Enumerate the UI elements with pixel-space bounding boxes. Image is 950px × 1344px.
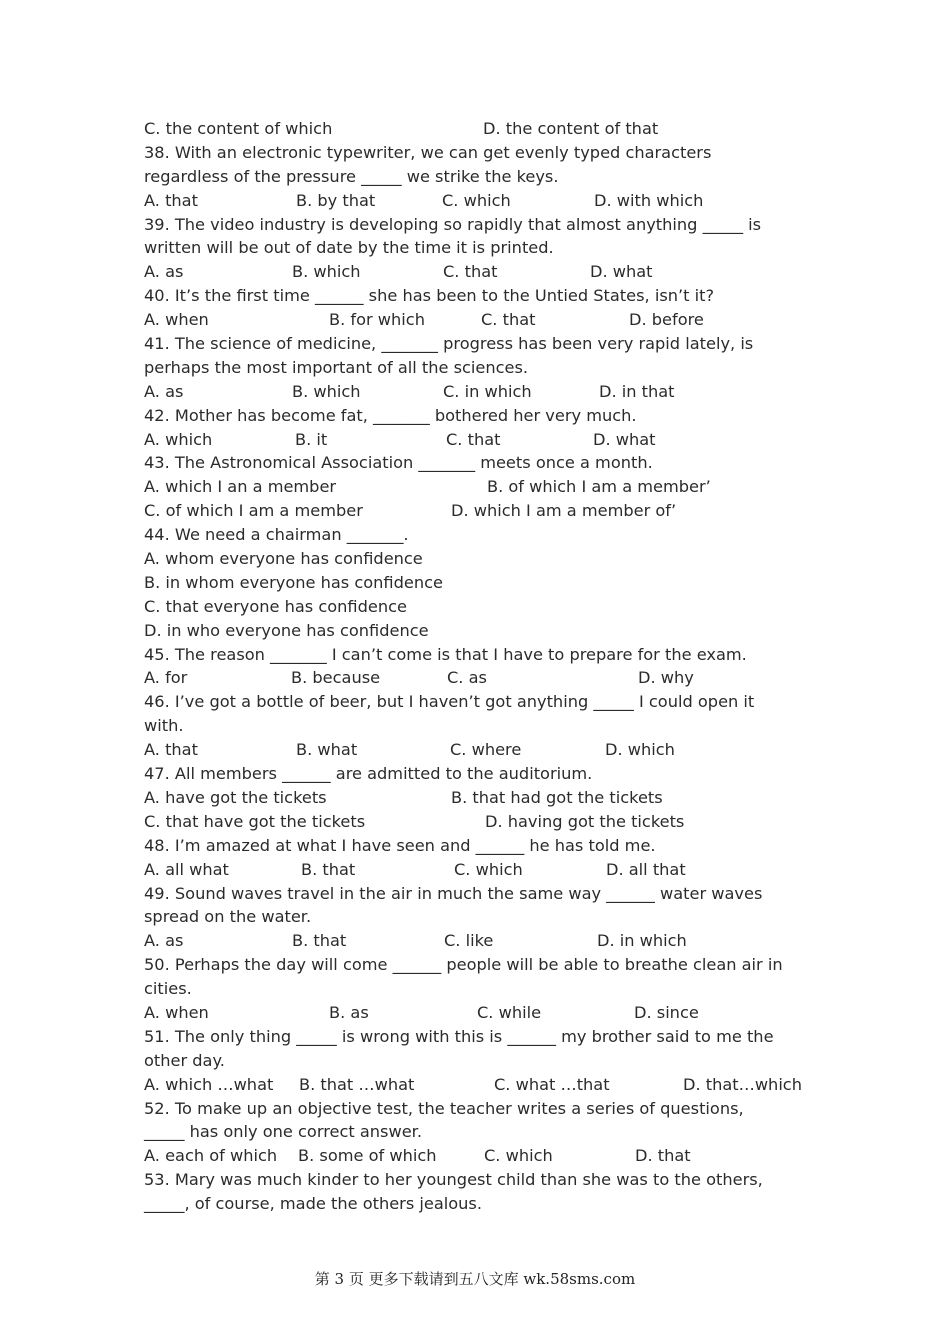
- answer-option: D. having got the tickets: [485, 811, 685, 831]
- text-line: [144, 547, 824, 571]
- line-text: 52. To make up an objective test, the teacher writes a series of questions,: [144, 1098, 744, 1118]
- answer-option: A. when: [144, 1002, 209, 1022]
- line-text: 45. The reason _______ I can’t come is that I have to prepare for the exam.: [144, 644, 747, 664]
- text-line: [144, 834, 824, 858]
- answer-option: A. as: [144, 262, 184, 282]
- answer-option: D. that…which: [683, 1074, 802, 1094]
- options-line: [144, 308, 824, 332]
- answer-option: B. by that: [296, 190, 376, 210]
- line-text: D. in who everyone has confidence: [144, 620, 429, 640]
- text-line: [144, 714, 824, 738]
- text-line: [144, 356, 824, 380]
- answer-option: C. that have got the tickets: [144, 811, 366, 831]
- text-line: [144, 1168, 824, 1192]
- options-line: [144, 260, 824, 284]
- answer-option: C. which: [454, 859, 523, 879]
- answer-option: A. that: [144, 740, 198, 760]
- answer-option: A. for: [144, 668, 188, 688]
- answer-option: C. that: [481, 310, 536, 330]
- line-text: 38. With an electronic typewriter, we can get evenly typed characters: [144, 142, 712, 162]
- text-line: [144, 332, 824, 356]
- text-line: [144, 690, 824, 714]
- answer-option: D. all that: [606, 859, 686, 879]
- text-line: [144, 404, 824, 428]
- page-footer: 第 3 页 更多下载请到五八文库 wk.58sms.com: [314, 1270, 636, 1288]
- answer-option: A. all what: [144, 859, 229, 879]
- answer-option: C. what …that: [494, 1074, 610, 1094]
- answer-option: D. in which: [597, 931, 687, 951]
- options-line: [144, 738, 824, 762]
- line-text: other day.: [144, 1050, 225, 1070]
- answer-option: B. it: [295, 429, 328, 449]
- answer-option: D. what: [593, 429, 656, 449]
- answer-option: A. that: [144, 190, 198, 210]
- answer-option: C. while: [477, 1002, 542, 1022]
- text-line: [144, 882, 824, 906]
- line-text: 49. Sound waves travel in the air in much the same way ______ water waves: [144, 883, 763, 903]
- answer-option: D. since: [634, 1002, 699, 1022]
- line-text: 41. The science of medicine, _______ progress has been very rapid lately, is: [144, 334, 754, 354]
- answer-option: B. which: [292, 381, 361, 401]
- answer-option: A. which: [144, 429, 213, 449]
- answer-option: C. of which I am a member: [144, 501, 363, 521]
- answer-option: D. the content of that: [483, 119, 659, 138]
- options-line: [144, 117, 824, 141]
- text-line: [144, 571, 824, 595]
- text-line: [144, 213, 824, 237]
- text-line: [144, 953, 824, 977]
- answer-option: C. which: [442, 190, 511, 210]
- options-line: [144, 1001, 824, 1025]
- line-text: regardless of the pressure _____ we strike the keys.: [144, 166, 559, 186]
- answer-option: D. in that: [599, 381, 675, 401]
- line-text: 48. I’m amazed at what I have seen and ______ he has told me.: [144, 835, 656, 855]
- line-text: 44. We need a chairman _______.: [144, 525, 409, 545]
- text-line: [144, 1025, 824, 1049]
- text-line: [144, 1120, 824, 1144]
- text-line: [144, 1049, 824, 1073]
- line-text: spread on the water.: [144, 907, 312, 927]
- answer-option: A. which I an a member: [144, 477, 337, 497]
- line-text: 46. I’ve got a bottle of beer, but I haven’t got anything _____ I could open it: [144, 692, 755, 712]
- options-line: [144, 499, 824, 523]
- answer-option: D. what: [590, 262, 653, 282]
- question-text-body: [144, 117, 824, 1216]
- text-line: [144, 165, 824, 189]
- line-text: _____ has only one correct answer.: [144, 1122, 422, 1142]
- line-text: 40. It’s the first time ______ she has been to the Untied States, isn’t it?: [144, 286, 715, 306]
- answer-option: B. which: [292, 262, 361, 282]
- text-line: [144, 643, 824, 667]
- text-line: [144, 1097, 824, 1121]
- line-text: A. whom everyone has confidence: [144, 549, 423, 569]
- answer-option: C. that: [443, 262, 498, 282]
- line-text: 47. All members ______ are admitted to the auditorium.: [144, 764, 593, 784]
- text-line: [144, 762, 824, 786]
- text-line: [144, 905, 824, 929]
- options-line: [144, 810, 824, 834]
- text-line: [144, 595, 824, 619]
- answer-option: D. before: [629, 310, 704, 330]
- answer-option: C. where: [450, 740, 522, 760]
- line-text: written will be out of date by the time it is printed.: [144, 238, 554, 258]
- options-line: [144, 929, 824, 953]
- line-text: 50. Perhaps the day will come ______ people will be able to breathe clean air in: [144, 955, 783, 975]
- answer-option: B. that had got the tickets: [451, 787, 663, 807]
- answer-option: D. why: [638, 668, 694, 688]
- line-text: B. in whom everyone has confidence: [144, 572, 443, 592]
- line-text: cities.: [144, 979, 192, 999]
- answer-option: C. like: [444, 931, 494, 951]
- options-line: [144, 1073, 824, 1097]
- answer-option: C. that: [446, 429, 501, 449]
- text-line: [144, 977, 824, 1001]
- line-text: 51. The only thing _____ is wrong with this is ______ my brother said to me the: [144, 1026, 774, 1046]
- options-line: [144, 475, 824, 499]
- line-text: perhaps the most important of all the sciences.: [144, 357, 529, 377]
- answer-option: B. of which I am a member’: [487, 477, 711, 497]
- text-line: [144, 284, 824, 308]
- answer-option: C. as: [447, 668, 487, 688]
- options-line: [144, 428, 824, 452]
- answer-option: A. when: [144, 310, 209, 330]
- line-text: 53. Mary was much kinder to her youngest child than she was to the others,: [144, 1170, 763, 1190]
- answer-option: B. as: [329, 1002, 369, 1022]
- text-line: [144, 451, 824, 475]
- answer-option: A. each of which: [144, 1146, 278, 1166]
- text-line: [144, 141, 824, 165]
- answer-option: A. have got the tickets: [144, 787, 327, 807]
- answer-option: C. which: [484, 1146, 553, 1166]
- line-text: _____, of course, made the others jealous.: [144, 1194, 483, 1214]
- text-line: [144, 619, 824, 643]
- answer-option: B. that …what: [299, 1074, 415, 1094]
- answer-option: A. which …what: [144, 1074, 274, 1094]
- options-line: [144, 1144, 824, 1168]
- text-line: [144, 236, 824, 260]
- answer-option: B. that: [301, 859, 356, 879]
- answer-option: A. as: [144, 931, 184, 951]
- answer-option: D. that: [635, 1146, 691, 1166]
- answer-option: B. for which: [329, 310, 425, 330]
- answer-option: B. because: [291, 668, 381, 688]
- answer-option: C. the content of which: [144, 119, 333, 138]
- line-text: C. that everyone has confidence: [144, 596, 407, 616]
- answer-option: D. which I am a member of’: [451, 501, 677, 521]
- answer-option: B. some of which: [298, 1146, 437, 1166]
- answer-option: B. that: [292, 931, 347, 951]
- answer-option: D. which: [605, 740, 675, 760]
- options-line: [144, 189, 824, 213]
- answer-option: D. with which: [594, 190, 704, 210]
- text-line: [144, 523, 824, 547]
- options-line: [144, 786, 824, 810]
- line-text: 42. Mother has become fat, _______ bothered her very much.: [144, 405, 637, 425]
- answer-option: B. what: [296, 740, 358, 760]
- answer-option: A. as: [144, 381, 184, 401]
- options-line: [144, 666, 824, 690]
- line-text: 43. The Astronomical Association _______ meets once a month.: [144, 453, 653, 473]
- options-line: [144, 858, 824, 882]
- line-text: 39. The video industry is developing so rapidly that almost anything _____ is: [144, 214, 762, 234]
- options-line: [144, 380, 824, 404]
- text-line: [144, 1192, 824, 1216]
- answer-option: C. in which: [443, 381, 532, 401]
- line-text: with.: [144, 716, 184, 736]
